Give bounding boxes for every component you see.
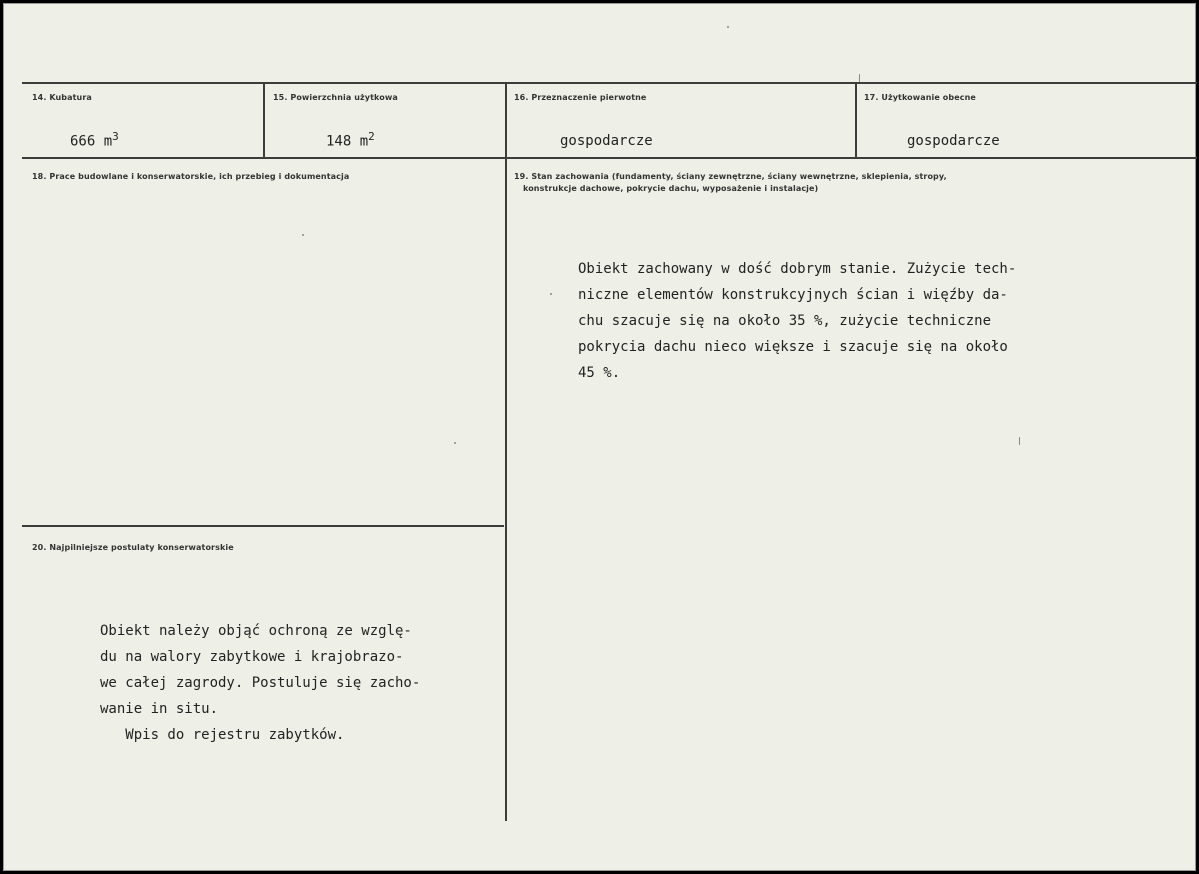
text-line: we całej zagrody. Postuluje się zacho- <box>100 675 421 691</box>
kubatura-label: 14. Kubatura <box>32 93 92 102</box>
text-line: chu szacuje się na około 35 %, zużycie techniczne <box>578 313 992 329</box>
text-line: 45 %. <box>578 365 621 381</box>
paper-speck <box>454 442 456 444</box>
text-line: Obiekt zachowany w dość dobrym stanie. Zużycie tech- <box>578 261 1017 277</box>
paper-speck <box>550 293 552 295</box>
text-line: Obiekt należy objąć ochroną ze wzglę- <box>100 623 412 639</box>
text-line: du na walory zabytkowe i krajobrazo- <box>100 649 404 665</box>
paper-speck <box>859 74 860 82</box>
col-divider-16-17 <box>855 83 857 158</box>
prace-budowlane-label: 18. Prace budowlane i konserwatorskie, ich przebieg i dokumentacja <box>32 172 350 181</box>
col-divider-main <box>505 83 507 821</box>
paper-speck <box>302 234 304 236</box>
text-line: pokrycia dachu nieco większe i szacuje się na około <box>578 339 1008 355</box>
text-line: niczne elementów konstrukcyjnych ścian i więźby da- <box>578 287 1008 303</box>
text-line: wanie in situ. <box>100 701 219 717</box>
postulaty-text <box>100 592 420 748</box>
stan-zachowania-label-line1: 19. Stan zachowania (fundamenty, ściany zewnętrzne, ściany wewnętrzne, sklepienia, stropy, <box>514 172 947 181</box>
przeznaczenie-label: 16. Przeznaczenie pierwotne <box>514 93 647 102</box>
top-rule <box>22 82 1197 84</box>
uzytkowanie-label: 17. Użytkowanie obecne <box>864 93 976 102</box>
kubatura-value: 666 $m^3$ <box>70 130 119 150</box>
stan-zachowania-text <box>578 230 1016 386</box>
section-20-rule <box>22 525 504 527</box>
record-card <box>3 3 1196 871</box>
paper-speck <box>1019 437 1020 445</box>
stan-zachowania-label-line2: konstrukcje dachowe, pokrycie dachu, wyposażenie i instalacje) <box>523 184 819 193</box>
postulaty-label: 20. Najpilniejsze postulaty konserwatorskie <box>32 543 234 552</box>
uzytkowanie-value: gospodarcze <box>907 133 1000 149</box>
row-divider <box>22 157 1197 159</box>
text-line: Wpis do rejestru zabytków. <box>100 727 345 743</box>
powierzchnia-label: 15. Powierzchnia użytkowa <box>273 93 398 102</box>
paper-speck <box>727 26 729 28</box>
powierzchnia-value: 148 $m^2$ <box>326 130 375 150</box>
col-divider-14-15 <box>263 83 265 158</box>
przeznaczenie-value: gospodarcze <box>560 133 653 149</box>
